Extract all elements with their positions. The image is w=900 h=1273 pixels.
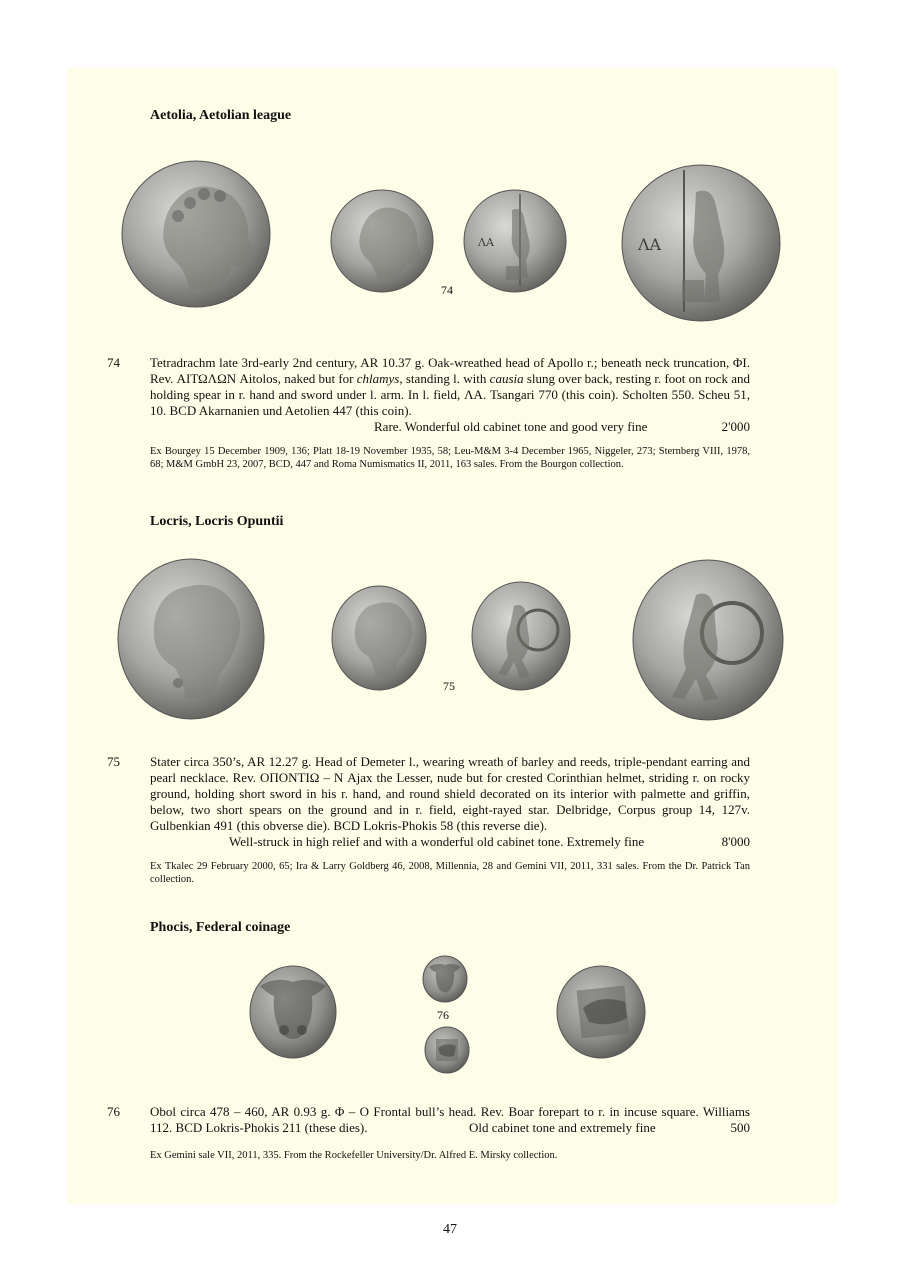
lot-description-76: Obol circa 478 – 460, AR 0.93 g. Φ – Ο Frontal bull’s head. Rev. Boar forepart to r. in incuse square. Williams 112. BCD Lokris-Phokis 211 (these dies). Old cabinet tone and extremely fine 500 [150,1104,750,1135]
lot-price-75: 8'000 [721,834,750,849]
lot-number-76: 76 [107,1104,120,1119]
coin-75-obverse-large [116,557,266,721]
lot-number-74: 74 [107,355,120,370]
coin-75-reverse-large [630,557,786,723]
lot-provenance-76: Ex Gemini sale VII, 2011, 335. From the Rockefeller University/Dr. Alfred E. Mirsky collection. [150,1150,558,1161]
lot-description-74: Tetradrachm late 3rd-early 2nd century, AR 10.37 g. Oak-wreathed head of Apollo r.; beneath neck truncation, ΦΙ. Rev. ΑΙΤΩΛΩΝ Aitolos, naked but for chlamys, standing l. with causia slung over back, resting r. foot on rock and holding spear in r. hand and sword under l. arm. In l. field, ΛΑ. Tsangari 770 (this coin). Scholten 550. Scheu 51, 10. BCD Akarnanien und Aetolien 447 (this coin). Rare. Wonderful old cabinet tone and good very fine 2'000 [150,355,751,434]
image-label-74: 74 [441,283,453,297]
coin-74-reverse-large [620,162,782,324]
image-label-75: 75 [443,679,455,693]
lot-provenance-75: Ex Tkalec 29 February 2000, 65; Ira & Larry Goldberg 46, 2008, Millennia, 28 and Gemini VII, 2011, 331 sales. From the Dr. Patrick Tan collection. [150,861,750,885]
lot-description-75: Stater circa 350’s, AR 12.27 g. Head of Demeter l., wearing wreath of barley and reeds, triple-pendant earring and pearl necklace. Rev. ΟΠΟΝΤΙΩ – Ν Ajax the Lesser, nude but for crested Corinthian helmet, striding r. on rocky ground, holding short sword in his r. hand, and round shield decorated on its interior with palmette and griffin, below, two short spears on the ground and in r. field, eight-rayed star. Delbridge, Corpus group 14, 127v. Gulbenkian 491 (this obverse die). BCD Lokris-Phokis 58 (this reverse die). Well-struck in high relief and with a wonderful old cabinet tone. Extremely fine 8'000 [150,754,750,849]
coin-74-reverse-large-letters: ΛΑ [638,235,662,254]
coin-75-reverse [470,580,572,692]
image-label-76: 76 [437,1008,449,1022]
coin-76-obverse [422,955,468,1003]
coin-75-obverse [330,584,428,692]
lot-price-76: 500 [730,1120,750,1135]
coin-74-reverse-letters: ΛΑ [478,236,494,249]
lot-grade-76: Old cabinet tone and extremely fine [469,1120,656,1135]
coin-74-obverse [329,188,435,294]
section-heading-phocis: Phocis, Federal coinage [150,920,291,935]
coin-76-reverse-large [555,964,647,1060]
lot-grade-74: Rare. Wonderful old cabinet tone and good very fine [374,419,648,434]
section-heading-aetolia: Aetolia, Aetolian league [150,108,292,123]
section-heading-locris: Locris, Locris Opuntii [150,514,284,529]
lot-provenance-74: Ex Bourgey 15 December 1909, 136; Platt 18-19 November 1935, 58; Leu-M&M 3-4 December 1965, Niggeler, 273; Sternberg VIII, 1978, 68; M&M GmbH 23, 2007, BCD, 447 and Roma Numismatics II, 2011, 163 sales. From the Bourgon collection. [150,446,750,470]
lot-grade-75: Well-struck in high relief and with a wonderful old cabinet tone. Extremely fine [229,834,645,849]
coin-76-reverse [424,1026,470,1074]
coin-74-obverse-large [120,158,272,310]
lot-number-75: 75 [107,754,120,769]
coin-74-reverse [462,188,568,294]
lot-price-74: 2'000 [721,419,750,434]
page-number: 47 [443,1222,457,1237]
coin-76-obverse-large [248,964,338,1060]
